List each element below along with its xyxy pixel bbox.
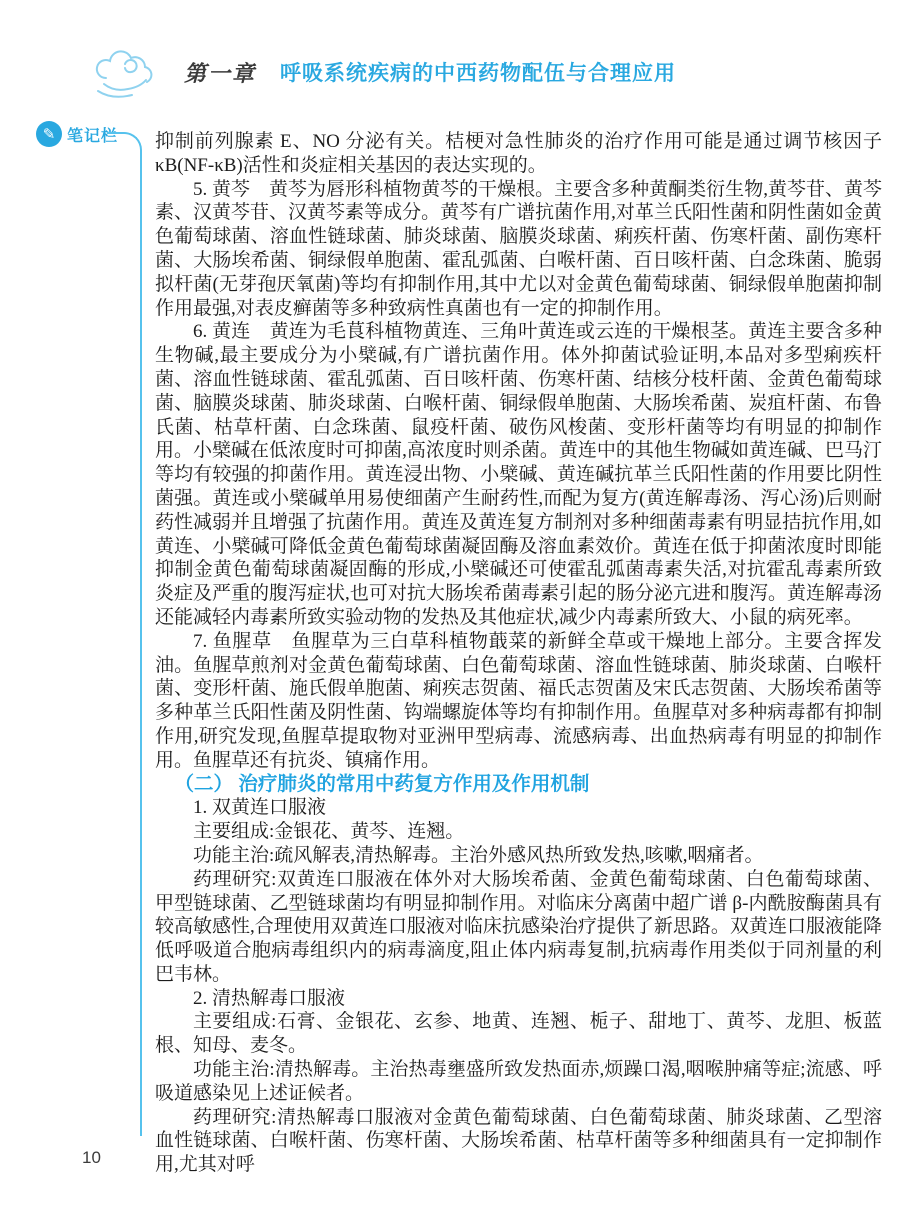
notes-column-badge: [36, 121, 118, 147]
section-heading: （二） 治疗肺炎的常用中药复方作用及作用机制: [174, 772, 590, 795]
notes-column-label: 笔记栏: [67, 127, 119, 145]
paragraph-composition-1: 主要组成:金银花、黄芩、连翘。: [193, 821, 465, 843]
chapter-title: 呼吸系统疾病的中西药物配伍与合理应用: [280, 62, 677, 85]
paragraph-pharmacology-1: 药理研究:双黄连口服液在体外对大肠埃希菌、金黄色葡萄球菌、白色葡萄球菌、甲型链球菌、乙型链球菌均有明显抑制作用。对临床分离菌中超广谱 β-内酰胺酶菌具有较高敏感性,合理使用双黄连口服液对临床抗感染治疗提供了新思路。双黄连口服液能降低呼吸道合胞病毒组织内的病毒滴度,阻止体内病毒复制,抗病毒作用类似于同剂量的利巴韦林。: [155, 868, 882, 985]
paragraph-indication-1: 功能主治:疏风解表,清热解毒。主治外感风热所致发热,咳嗽,咽痛者。: [193, 844, 764, 866]
chapter-label: 第一章: [184, 60, 257, 86]
page-number: 10: [82, 1148, 101, 1167]
chapter-header: [92, 44, 676, 100]
page-body-text: [155, 130, 882, 1177]
paragraph-composition-2: 主要组成:石膏、金银花、玄参、地黄、连翘、栀子、甜地丁、黄芩、龙胆、板蓝根、知母、麦冬。: [155, 1011, 882, 1057]
cloud-ornament-icon: [92, 44, 158, 100]
paragraph-huanglian: 6. 黄连 黄连为毛茛科植物黄连、三角叶黄连或云连的干燥根茎。黄连主要含多种生物碱,最主要成分为小檗碱,有广谱抗菌作用。体外抑菌试验证明,本品对多型痢疾杆菌、溶血性链球菌、霍乱弧菌、百日咳杆菌、伤寒杆菌、结核分枝杆菌、金黄色葡萄球菌、脑膜炎球菌、肺炎球菌、白喉杆菌、铜绿假单胞菌、大肠埃希菌、炭疽杆菌、布鲁氏菌、枯草杆菌、白念珠菌、鼠疫杆菌、破伤风梭菌、变形杆菌等均有明显的抑制作用。小檗碱在低浓度时可抑菌,高浓度时则杀菌。黄连中的其他生物碱如黄连碱、巴马汀等均有较强的抑菌作用。黄连浸出物、小檗碱、黄连碱抗革兰氏阳性菌的作用要比阴性菌强。黄连或小檗碱单用易使细菌产生耐药性,而配为复方(黄连解毒汤、泻心汤)后则耐药性减弱并且增强了抗菌作用。黄连及黄连复方制剂对多种细菌毒素有明显拮抗作用,如黄连、小檗碱可降低金黄色葡萄球菌凝固酶及溶血素效价。黄连在低于抑菌浓度时即能抑制金黄色葡萄球菌凝固酶的形成,小檗碱还可使霍乱弧菌毒素失活,对抗霍乱毒素所致炎症及严重的腹泻症状,也可对抗大肠埃希菌毒素引起的肠分泌亢进和腹泻。黄连解毒汤还能减轻内毒素所致实验动物的发热及其他症状,减少内毒素所致大、小鼠的病死率。: [155, 321, 882, 628]
paragraph-indication-2: 功能主治:清热解毒。主治热毒壅盛所致发热面赤,烦躁口渴,咽喉肿痛等症;流感、呼吸道感染见上述证候者。: [155, 1059, 882, 1104]
note-pen-icon: ✎: [36, 121, 62, 147]
item-shuanghuanglian: 1. 双黄连口服液: [193, 797, 327, 819]
notes-margin-rule: [107, 132, 142, 1136]
item-qingrejiedu: 2. 清热解毒口服液: [193, 987, 346, 1009]
paragraph-pharmacology-2: 药理研究:清热解毒口服液对金黄色葡萄球菌、白色葡萄球菌、肺炎球菌、乙型溶血性链球菌、白喉杆菌、伤寒杆菌、大肠埃希菌、枯草杆菌等多种细菌具有一定抑制作用,尤其对呼: [155, 1106, 882, 1176]
paragraph-yuxingcao: 7. 鱼腥草 鱼腥草为三白草科植物蕺菜的新鲜全草或干燥地上部分。主要含挥发油。鱼腥草煎剂对金黄色葡萄球菌、白色葡萄球菌、溶血性链球菌、肺炎球菌、白喉杆菌、变形杆菌、施氏假单胞菌、痢疾志贺菌、福氏志贺菌及宋氏志贺菌、大肠埃希菌等多种革兰氏阳性菌及阴性菌、钩端螺旋体等均有抑制作用。鱼腥草对多种病毒都有抑制作用,研究发现,鱼腥草提取物对亚洲甲型病毒、流感病毒、出血热病毒有明显的抑制作用。鱼腥草还有抗炎、镇痛作用。: [155, 630, 882, 771]
paragraph-huangqin: 5. 黄芩 黄芩为唇形科植物黄芩的干燥根。主要含多种黄酮类衍生物,黄芩苷、黄芩素、汉黄芩苷、汉黄芩素等成分。黄芩有广谱抗菌作用,对革兰氏阳性菌和阴性菌如金黄色葡萄球菌、溶血性链球菌、肺炎球菌、脑膜炎球菌、痢疾杆菌、伤寒杆菌、副伤寒杆菌、大肠埃希菌、铜绿假单胞菌、霍乱弧菌、白喉杆菌、百日咳杆菌、白念珠菌、脆弱拟杆菌(无芽孢厌氧菌)等均有抑制作用,其中尤以对金黄色葡萄球菌、铜绿假单胞菌抑制作用最强,对表皮癣菌等多种致病性真菌也有一定的抑制作用。: [155, 178, 882, 319]
paragraph-continuation: 抑制前列腺素 E、NO 分泌有关。桔梗对急性肺炎的治疗作用可能是通过调节核因子 κB(NF-κB)活性和炎症相关基因的表达实现的。: [155, 131, 882, 176]
